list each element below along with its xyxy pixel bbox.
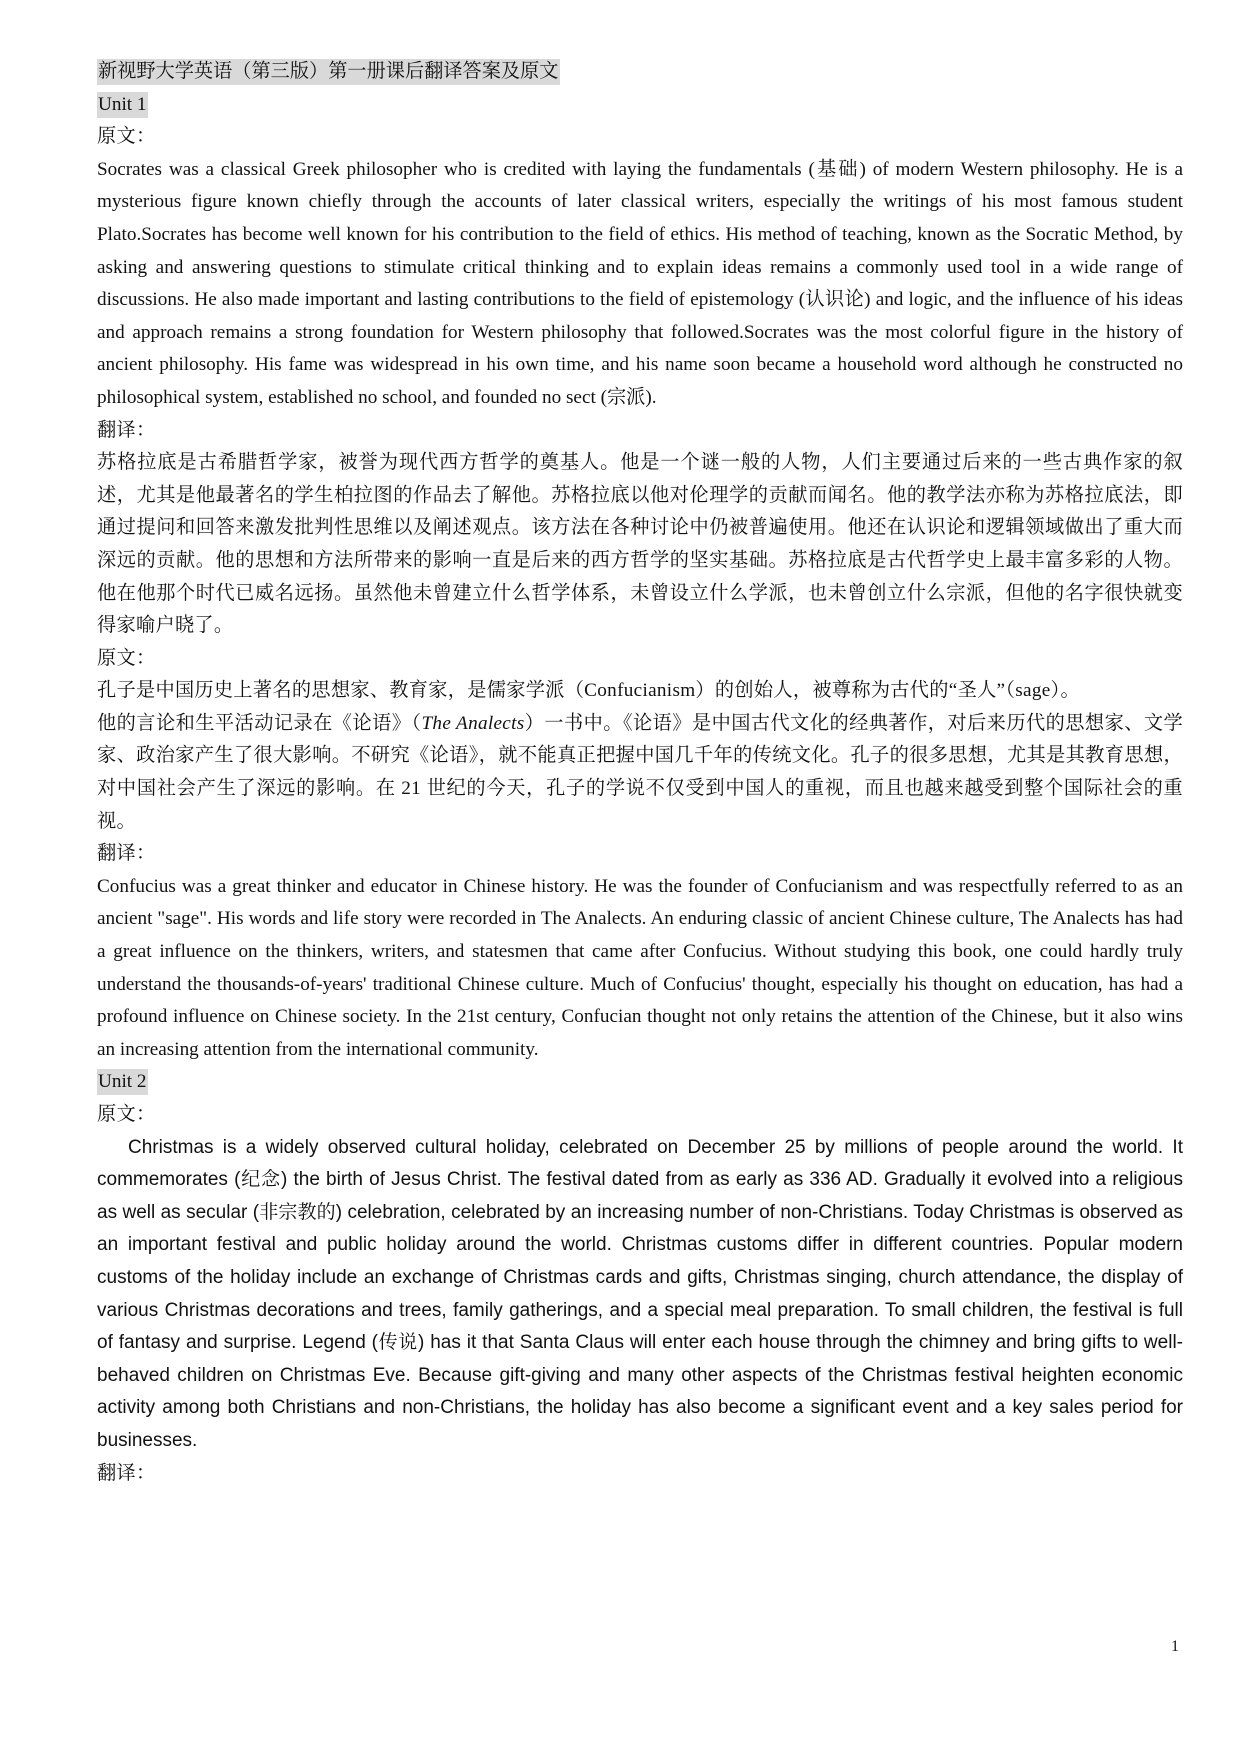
label-translation: 翻译： <box>97 1462 156 1484</box>
label-original: 原文： <box>97 126 156 148</box>
label-original: 原文： <box>97 1104 156 1125</box>
document-title: 新视野大学英语（第三版）第一册课后翻译答案及原文 <box>97 59 560 85</box>
unit-1-heading: Unit 1 <box>97 92 148 118</box>
christmas-passage: Christmas is a widely observed cultural holiday, celebrated on December 25 by millions of people around the world. It commemorates (纪念) the birth of Jesus Christ. The festival dated from as early as 336 AD. Gradually it evolved into a religious as well as secular (非宗教的) celebration, celebrated by an increasing number of non-Christians. Today Christmas is observed as an important festival and public holiday around the world. Christmas customs differ in different countries. Popular modern customs of the holiday include an exchange of Christmas cards and gifts, Christmas singing, church attendance, the display of various Christmas decorations and trees, family gatherings, and a special meal preparation. To small children, the festival is full of fantasy and surprise. Legend (传说) has it that Santa Claus will enter each house through the chimney and bring gifts to well-behaved children on Christmas Eve. Because gift-giving and many other aspects of the Christmas festival heighten economic activity among both Christians and non-Christians, the holiday has also become a significant event and a key sales period for businesses. <box>97 1136 1183 1451</box>
confucius-text-segment: 他的言论和生平活动记录在《论语》（ <box>97 712 422 734</box>
confucius-passage-part1: 孔子是中国历史上著名的思想家、教育家，是儒家学派（Confucianism）的创始人，被尊称为古代的“圣人”（sage）。 <box>97 680 1080 702</box>
label-original: 原文： <box>97 647 156 669</box>
label-translation: 翻译： <box>97 419 156 441</box>
document-page <box>97 56 1183 1490</box>
socrates-passage: Socrates was a classical Greek philosopher who is credited with laying the fundamentals (基础) of modern Western philosophy. He is a mysterious figure known chiefly through the accounts of later classical writers, especially the writings of his most famous student Plato.Socrates has become well known for his contribution to the field of ethics. His method of teaching, known as the Socratic Method, by asking and answering questions to stimulate critical thinking and to explain ideas remains a commonly used tool in a wide range of discussions. He also made important and lasting contributions to the field of epistemology (认识论) and logic, and the influence of his ideas and approach remains a strong foundation for Western philosophy that followed.Socrates was the most colorful figure in the history of ancient philosophy. His fame was widespread in his own time, and his name soon became a household word although he constructed no philosophical system, established no school, and founded no sect (宗派). <box>97 158 1183 408</box>
unit-2-heading: Unit 2 <box>97 1069 148 1095</box>
confucius-text-segment: ）一书中。《论语》是中国古代文化的经典著作，对后来历代的思想家、文学家、政治家产生了很大影响。不研究《论语》，就不能真正把握中国几千年的传统文化。孔子的很多思想，尤其是其教育思想，对中国社会产生了深远的影响。在 21 世纪的今天，孔子的学说不仅受到中国人的重视，而且也越来越受到整个国际社会的重视。 <box>97 712 1184 832</box>
confucius-translation: Confucius was a great thinker and educator in Chinese history. He was the founder of Confucianism and was respectfully referred to as an ancient "sage". His words and life story were recorded in The Analects. An enduring classic of ancient Chinese culture, The Analects has had a great influence on the thinkers, writers, and statesmen that came after Confucius. Without studying this book, one could hardly truly understand the thousands-of-years' traditional Chinese culture. Much of Confucius' thought, especially his thought on education, has had a profound influence on Chinese society. In the 21st century, Confucian thought not only retains the attention of the Chinese, but it also wins an increasing attention from the international community. <box>97 875 1183 1060</box>
analects-title: The Analects <box>421 712 525 734</box>
page-number: 1 <box>1171 1638 1179 1655</box>
confucius-passage-part2 <box>97 708 1183 838</box>
socrates-translation: 苏格拉底是古希腊哲学家，被誉为现代西方哲学的奠基人。他是一个谜一般的人物，人们主要通过后来的一些古典作家的叙述，尤其是他最著名的学生柏拉图的作品去了解他。苏格拉底以他对伦理学的贡献而闻名。他的教学法亦称为苏格拉底法，即通过提问和回答来激发批判性思维以及阐述观点。该方法在各种讨论中仍被普遍使用。他还在认识论和逻辑领域做出了重大而深远的贡献。他的思想和方法所带来的影响一直是后来的西方哲学的坚实基础。苏格拉底是古代哲学史上最丰富多彩的人物。他在他那个时代已威名远扬。虽然他未曾建立什么哲学体系，未曾设立什么学派，也未曾创立什么宗派，但他的名字很快就变得家喻户晓了。 <box>97 452 1183 637</box>
label-translation: 翻译： <box>97 843 156 865</box>
